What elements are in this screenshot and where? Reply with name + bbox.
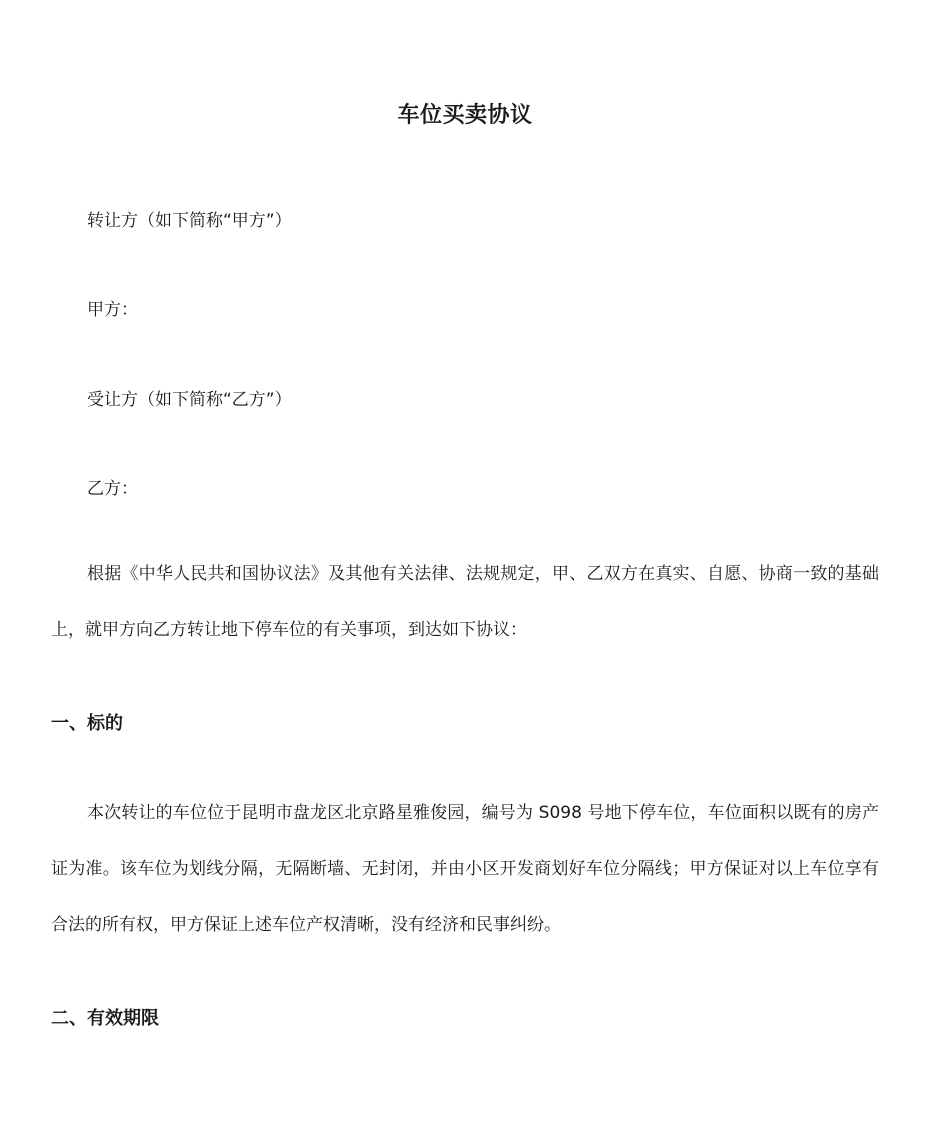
party-b-label: 乙方： <box>87 479 138 499</box>
section-heading: 一、标的 <box>51 713 123 734</box>
transferee-label: 受让方（如下简称“乙方”） <box>87 390 292 410</box>
section-heading: 二、有效期限 <box>51 1008 159 1029</box>
document-title: 车位买卖协议 <box>397 103 533 128</box>
preamble-paragraph: 根据《中华人民共和国协议法》及其他有关法律、法规规定，甲、乙双方在真实、自愿、协商一致的基础上，就甲方向乙方转让地下停车位的有关事项，到达如下协议： <box>51 564 879 640</box>
section-body: 本次转让的车位位于昆明市盘龙区北京路星雅俊园，编号为 S098 号地下停车位，车位面积以既有的房产证为准。该车位为划线分隔，无隔断墙、无封闭，并由小区开发商划好车位分隔线；甲方保证对以上车位享有合法的所有权，甲方保证上述车位产权清晰，没有经济和民事纠纷。 <box>51 803 879 935</box>
party-a-label: 甲方： <box>87 300 138 320</box>
transferor-label: 转让方（如下简称“甲方”） <box>87 211 292 231</box>
